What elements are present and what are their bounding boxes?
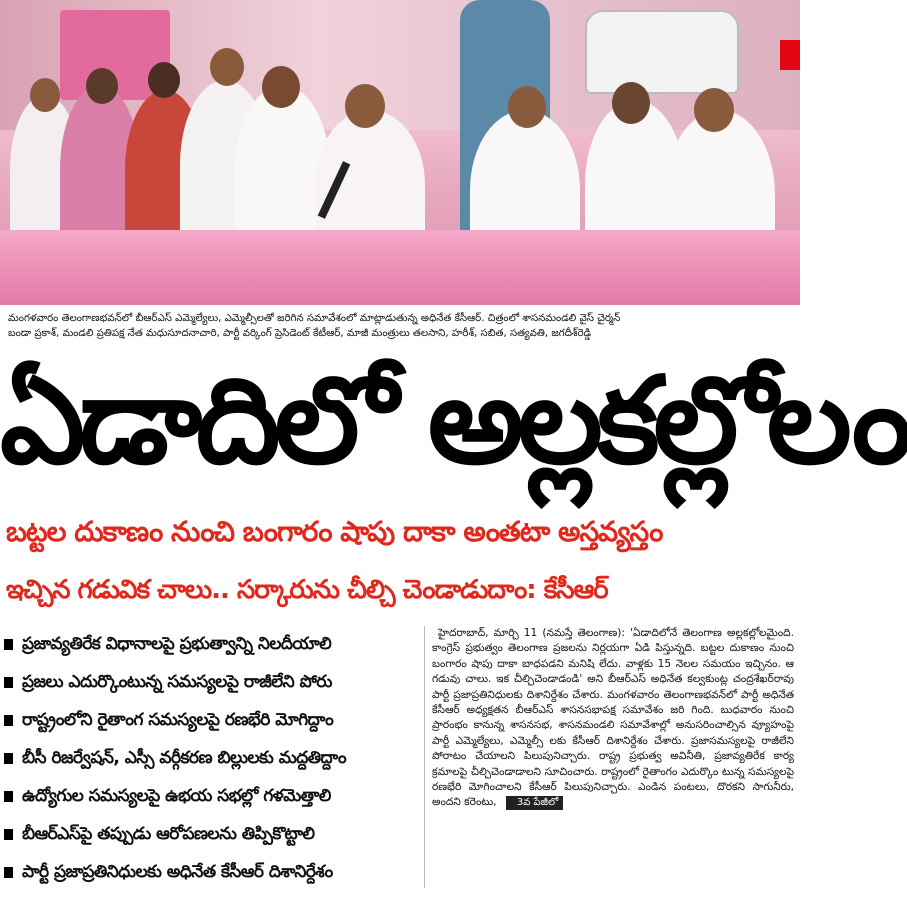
key-points-list	[0, 626, 418, 892]
column-divider	[424, 626, 425, 888]
bullet-text: ప్రజావ్యతిరేక విధానాలపై ప్రభుత్వాన్ని నిలదీయాలి	[22, 634, 332, 654]
list-item	[0, 664, 418, 702]
dateline: హైదరాబాద్, మార్చి 11 (నమస్తే తెలంగాణ):	[438, 627, 625, 639]
bullet-text: ఉద్యోగుల సమస్యలపై ఉభయ సభల్లో గళమెత్తాలి	[22, 786, 331, 806]
bullet-text: రాష్ట్రంలోని రైతాంగ సమస్యలపై రణభేరి మోగిద్దాం	[22, 710, 334, 730]
article-text: 'ఏడాదిలోనే తెలంగాణ అల్లకల్లోలమైంది. కాంగ్రెస్ ప్రభుత్వం తెలంగాణ ప్రజలను నిర్లయగా ఏడి పిస్తున్నది. బట్టల దుకాణం నుంచి బంగారం షాపు దాకా బాధపడని మనిషి లేదు. వాళ్లకు 15 నెలల సమయం ఇచ్చినం. ఆ గడువు చాలు. ఇక చీల్చిచెండాడండి' అని బీఆర్‌ఎస్ అధినేత కల్వకుంట్ల చంద్రశేఖర్‌రావు పార్టీ ప్రజాప్రతినిధులకు దిశానిర్దేశం చేశారు. మంగళవారం తెలంగాణభవన్‌లో పార్టీ అధినేత కేసీఆర్ అధ్యక్షతన బీఆర్‌ఎస్ శాసనసభాపక్ష సమావేశం జరి గింది. బుధవారం నుంచి ప్రారంభం కానున్న శాసనసభ, శాసనమండలి సమావేశాల్లో అనుసరించాల్సిన వ్యూహంపై పార్టీ ఎమ్మెల్యేలు, ఎమ్మెల్సీ లకు కేసీఆర్ దిశానిర్దేశం చేశారు. ప్రజాసమస్యలపై రాజీలేని పోరాటం చేయాలని పిలుపునిచ్చారు. రాష్ట్ర ప్రభుత్వ అవినీతి, ప్రజావ్యతిరేక కార్య క్రమాలపై చీల్చిచెండాడాలని సూచించారు. రాష్ట్రంలో రైతాంగం ఎదుర్కొం టున్న సమస్యలపై రణభేరి మోగించాలని కేసీఆర్ పిలుపునిచ్చారు. ఎండిన పంటలు, దొరకని సాగునీరు, అందని కరెంటు,	[432, 627, 794, 809]
bullet-icon	[4, 753, 13, 764]
list-item	[0, 702, 418, 740]
list-item	[0, 740, 418, 778]
article-body	[432, 626, 794, 811]
bullet-text: బీసీ రిజర్వేషన్, ఎస్సీ వర్గీకరణ బిల్లులకు మద్దతిద్దాం	[22, 748, 347, 768]
headline: ఏడాదిలో అల్లకల్లోలం	[0, 352, 907, 491]
list-item	[0, 816, 418, 854]
bullet-icon	[4, 867, 13, 878]
bullet-text: బీఆర్‌ఎస్‌పై తప్పుడు ఆరోపణలను తిప్పికొట్టాలి	[22, 824, 315, 844]
list-item	[0, 626, 418, 664]
bullet-icon	[4, 677, 13, 688]
caption-line-1: మంగళవారం తెలంగాణభవన్‌లో బీఆర్‌ఎస్ ఎమ్మెల్యేలు, ఎమ్మెల్సీలతో జరిగిన సమావేశంలో మాట్లాడుతున్న అధినేత కేసీఆర్. చిత్రంలో శాసనమండలి వైస్ చైర్మన్	[8, 313, 621, 324]
subheadline-2: ఇచ్చిన గడువిక చాలు.. సర్కారును చీల్చి చెండాడుదాం: కేసీఆర్	[6, 575, 608, 605]
news-photo	[0, 0, 800, 305]
bullet-icon	[4, 715, 13, 726]
list-item	[0, 854, 418, 892]
bullet-text: పార్టీ ప్రజాప్రతినిధులకు అధినేత కేసీఆర్ దిశానిర్దేశం	[22, 862, 333, 882]
list-item	[0, 778, 418, 816]
bullet-icon	[4, 829, 13, 840]
bullet-text: ప్రజలు ఎదుర్కొంటున్న సమస్యలపై రాజీలేని పోరు	[22, 672, 332, 692]
article-paragraph	[432, 626, 794, 811]
continued-on-page-link[interactable]: 3వ పేజీలో	[506, 796, 563, 810]
bullet-icon	[4, 639, 13, 650]
subheadline-1: బట్టల దుకాణం నుంచి బంగారం షాపు దాకా అంతటా అస్తవ్యస్తం	[6, 515, 663, 548]
caption-line-2: బండా ప్రకాశ్, మండలి ప్రతిపక్ష నేత మధుసూదనాచారి, పార్టీ వర్కింగ్ ప్రెసిడెంట్ కేటీఆర్, మాజీ మంత్రులు తలసాని, హరీశ్, సబిత, సత్యవతి, జగదీశ్‌రెడ్డి	[8, 328, 592, 339]
bullet-icon	[4, 791, 13, 802]
photo-caption	[8, 311, 788, 341]
